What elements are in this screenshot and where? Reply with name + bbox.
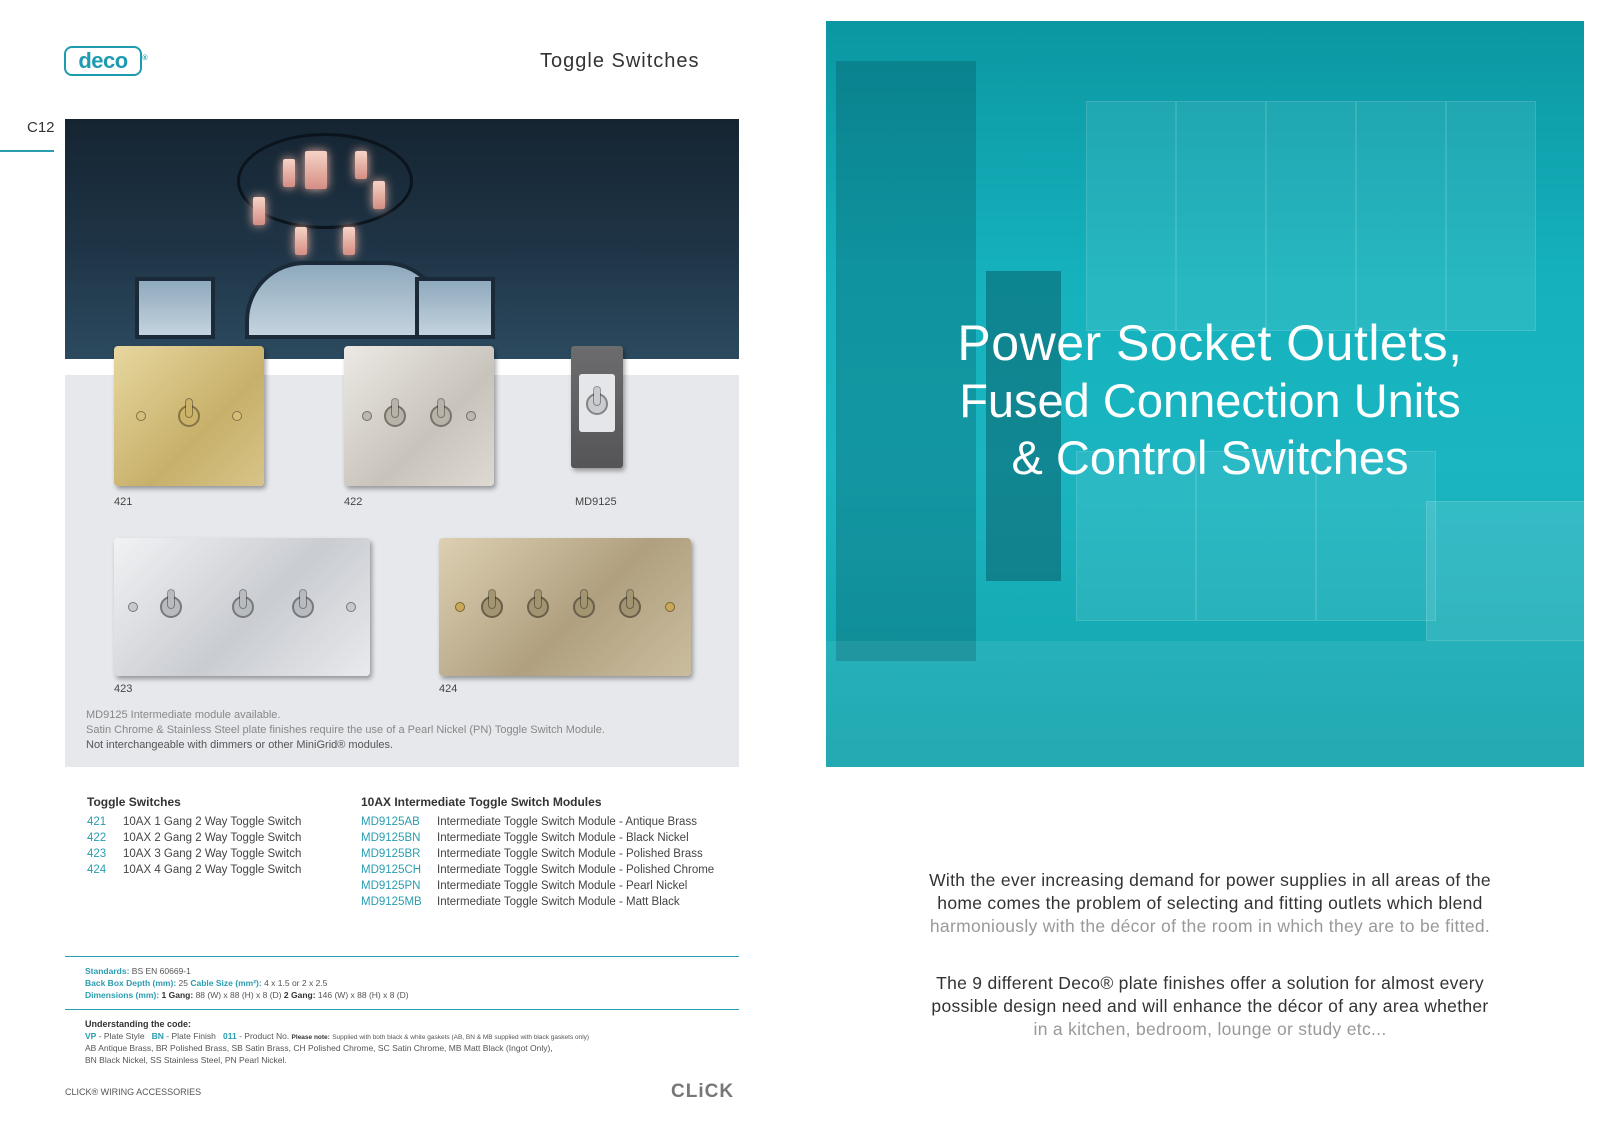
finishes-line: BN Black Nickel, SS Stainless Steel, PN Pearl Nickel.	[85, 1055, 287, 1065]
kitchen-floor	[826, 641, 1584, 767]
note-line: Satin Chrome & Stainless Steel plate finishes require the use of a Pearl Nickel (PN) Toggle Switch Module.	[86, 724, 605, 736]
toggle-lever	[573, 596, 595, 618]
list-item	[361, 864, 714, 876]
hero-title-line: Power Socket Outlets,	[957, 315, 1463, 371]
spec-value: 25	[178, 978, 188, 988]
screw	[466, 411, 476, 421]
list-item	[361, 816, 697, 828]
spec-label: 1 Gang:	[161, 990, 194, 1000]
hero-room-photo	[65, 119, 739, 359]
hero-title-line: Fused Connection Units	[959, 374, 1461, 427]
intro-line: possible design need and will enhance the décor of any area whether	[931, 996, 1489, 1016]
upper-cabinet	[1266, 101, 1356, 331]
list-item	[87, 832, 301, 844]
hero-title	[900, 315, 1520, 486]
upper-cabinet	[1086, 101, 1176, 331]
toggle-lever	[619, 596, 641, 618]
product-desc: Intermediate Toggle Switch Module - Pearl Nickel	[437, 880, 688, 892]
code-part-text: - Plate Style	[98, 1031, 145, 1041]
kitchen-island	[1426, 501, 1584, 641]
product-desc: Intermediate Toggle Switch Module - Polished Chrome	[437, 864, 715, 876]
toggle-lever	[384, 405, 406, 427]
spec-label: Back Box Depth (mm):	[85, 978, 177, 988]
list-item	[87, 864, 301, 876]
upper-cabinet	[1176, 101, 1266, 331]
code-part: VP	[85, 1031, 97, 1041]
intro-line: The 9 different Deco® plate finishes offer a solution for almost every	[936, 973, 1484, 993]
product-code: MD9125MB	[361, 896, 422, 908]
toggle-lever	[586, 393, 608, 415]
list-item	[87, 848, 301, 860]
product-label: 424	[439, 683, 458, 695]
toggle-lever	[430, 405, 452, 427]
window	[135, 277, 215, 339]
deco-logo	[64, 46, 147, 76]
screw	[362, 411, 372, 421]
screw	[665, 602, 675, 612]
list-item	[87, 816, 301, 828]
spec-label: Dimensions (mm):	[85, 990, 160, 1000]
hero-title-line: & Control Switches	[1011, 431, 1409, 484]
list-item	[361, 848, 703, 860]
note-line: Not interchangeable with dimmers or other MiniGrid® modules.	[86, 739, 394, 751]
toggle-lever	[178, 405, 200, 427]
code-guide-heading: Understanding the code:	[85, 1019, 192, 1029]
product-desc: Intermediate Toggle Switch Module - Black Nickel	[437, 832, 689, 844]
product-code: 424	[87, 864, 107, 876]
intro-line: in a kitchen, bedroom, lounge or study etc...	[1033, 1019, 1387, 1039]
chandelier-lamp	[295, 227, 307, 255]
divider	[65, 956, 739, 957]
screw	[346, 602, 356, 612]
spec-label: Standards:	[85, 966, 130, 976]
product-code: MD9125BR	[361, 848, 421, 860]
toggle-lever	[292, 596, 314, 618]
page-title: Toggle Switches	[540, 50, 700, 72]
screw	[232, 411, 242, 421]
chandelier-lamp	[373, 181, 385, 209]
switch-plate-421	[114, 346, 264, 486]
switch-plate-423	[114, 538, 370, 676]
upper-cabinet	[1356, 101, 1446, 331]
toggle-lever	[481, 596, 503, 618]
spec-value: BS EN 60669-1	[131, 966, 191, 976]
list-item	[361, 896, 680, 908]
product-label: 421	[114, 496, 133, 508]
window	[415, 277, 495, 339]
product-code: MD9125CH	[361, 864, 422, 876]
switch-module-md9125	[571, 346, 623, 468]
spec-value: 88 (W) x 88 (H) x 8 (D)	[195, 990, 282, 1000]
product-code: MD9125PN	[361, 880, 421, 892]
intro-line: home comes the problem of selecting and fitting outlets which blend	[937, 893, 1483, 913]
chandelier-lamp	[355, 151, 367, 179]
logo-text: deco	[78, 48, 128, 73]
toggle-lever	[160, 596, 182, 618]
page-number-rule	[0, 150, 54, 152]
spec-label: Cable Size (mm²):	[190, 978, 262, 988]
product-desc: Intermediate Toggle Switch Module - Polished Brass	[437, 848, 703, 860]
product-label: 422	[344, 496, 363, 508]
product-code: 421	[87, 816, 107, 828]
page-number: C12	[27, 119, 55, 136]
note-text: Supplied with both black & white gaskets (AB, BN & MB supplied with black gaskets only)	[332, 1034, 590, 1041]
code-part: BN	[151, 1031, 164, 1041]
code-guide-line	[85, 1031, 589, 1041]
finishes-line: AB Antique Brass, BR Polished Brass, SB Satin Brass, CH Polished Chrome, SC Satin Chrome, MB Matt Black (Ingot Only),	[85, 1043, 553, 1053]
product-desc: Intermediate Toggle Switch Module - Matt Black	[437, 896, 680, 908]
intro-line: harmoniously with the décor of the room in which they are to be fitted.	[929, 916, 1491, 936]
product-desc: 10AX 1 Gang 2 Way Toggle Switch	[123, 816, 302, 828]
divider	[65, 1009, 739, 1010]
logo-mark: ®	[142, 55, 147, 62]
specs-line	[85, 990, 409, 1000]
product-desc: 10AX 2 Gang 2 Way Toggle Switch	[123, 832, 302, 844]
intro-paragraph-2	[890, 972, 1530, 1041]
toggle-switches-heading: Toggle Switches	[87, 795, 181, 809]
toggle-lever	[232, 596, 254, 618]
product-desc: 10AX 4 Gang 2 Way Toggle Switch	[123, 864, 302, 876]
product-code: MD9125AB	[361, 816, 420, 828]
screw	[136, 411, 146, 421]
specs-line	[85, 966, 191, 976]
intro-line: With the ever increasing demand for power supplies in all areas of the	[929, 870, 1491, 890]
click-logo: CLiCK	[671, 1081, 735, 1102]
product-label: MD9125	[575, 496, 617, 508]
note-label: Please note:	[291, 1034, 330, 1041]
note-line: MD9125 Intermediate module available.	[86, 709, 281, 721]
specs-line	[85, 978, 327, 988]
toggle-lever	[527, 596, 549, 618]
spec-value: 4 x 1.5 or 2 x 2.5	[264, 978, 328, 988]
code-part-text: - Product No.	[239, 1031, 290, 1041]
screw	[455, 602, 465, 612]
product-code: MD9125BN	[361, 832, 421, 844]
intro-paragraph-1	[890, 869, 1530, 938]
footer-text: CLICK® WIRING ACCESSORIES	[65, 1087, 202, 1097]
chandelier-lamp	[283, 159, 295, 187]
switch-plate-424	[439, 538, 691, 676]
spec-value: 146 (W) x 88 (H) x 8 (D)	[317, 990, 409, 1000]
code-part: 011	[223, 1031, 237, 1041]
product-desc: 10AX 3 Gang 2 Way Toggle Switch	[123, 848, 302, 860]
chandelier-lamp	[305, 151, 327, 189]
list-item	[361, 832, 689, 844]
product-code: 423	[87, 848, 107, 860]
list-item	[361, 880, 687, 892]
code-part-text: - Plate Finish	[166, 1031, 216, 1041]
chandelier-lamp	[253, 197, 265, 225]
product-code: 422	[87, 832, 107, 844]
upper-cabinet	[1446, 101, 1536, 331]
product-label: 423	[114, 683, 133, 695]
spec-label: 2 Gang:	[283, 990, 316, 1000]
modules-heading: 10AX Intermediate Toggle Switch Modules	[361, 795, 602, 809]
screw	[128, 602, 138, 612]
switch-plate-422	[344, 346, 494, 486]
product-desc: Intermediate Toggle Switch Module - Antique Brass	[437, 816, 697, 828]
chandelier-lamp	[343, 227, 355, 255]
